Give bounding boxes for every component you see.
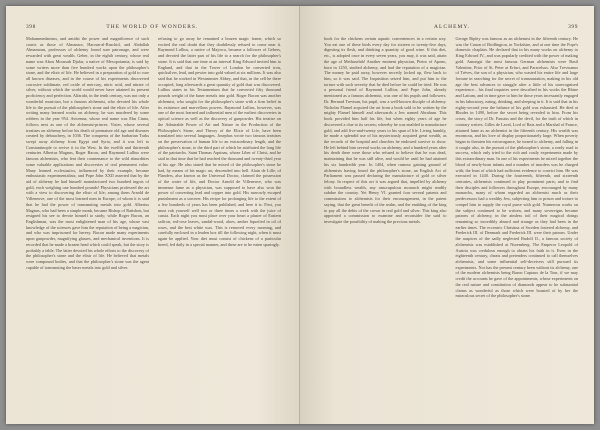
book-spread [6, 6, 594, 424]
left-column-2 [158, 36, 281, 270]
left-column-1-text: Mohammedanism, and amidst the power and magnificence of such courts as those of Almanzor, Haroun-al-Raschid, and Abdallah Almamoun, professors of alchemy found sure patronage, and were rewarded with great wealth. Geber, in the eighth century, whose real name was Abou Moussah Djafar, a native of Mesopotamia, is said by some writers more than five hundred works upon the philosopher's stone, and the elixir of life. He believed in a preparation of gold to cure all known diseases, and in the course of his experiments discovered corrosive sublimate, red oxide of mercury, nitric acid, and nitrate of silver, without which the world would never have attained its present proficiency and perfection. Alfarabi, in the tenth century, was not only a wonderful musician, but a famous alchemist, who devoted his whole life to the pursuit of the philosopher's stone and the elixir of life. After writing many learned works on alchemy, he was murdered by some robbers in the year 954. Avicenna, whose real name was Ebn Cinna, follows next as one of the alchemist-princes. Vizier, whose several treatises on alchemy before his death of premature old age and diseases created by debauchery, in 1036. The conquests of the barbarian Turks swept away alchemy from Egypt and Syria, and it was left to Constantinople to revive it in the West. In the twelfth and thirteenth centuries Albertus Magnus, Roger Bacon, and Raymond Lullius were famous alchemists, who lent their countenance to the wild absurdities some valuable applications and discoveries of real permanent value. Many learned ecclesiastics, influenced by their example, became enthusiastic experimentalists; and Pope John XXII asserted that by the aid of alchemy he had himself manufactured two hundred ingots of gold, each weighing one hundred pounds! Physicians professed the art with a view to discovering the elixir of life; among them Arnold de Villeneuve, one of the most learned men in Europe, of whom it is said that he had the power of transmuting metals into gold. Albertus Magnus, who had been a simple monk, became Bishop of Ratisbon, but resigned his see to devote himself to study; while Roger Bacon, an Englishman, was the most enlightened man of his age, whose vast knowledge of the sciences gave him the reputation of being a magician, and who was imprisoned for heresy. Bacon made many experiments upon gunpowder, magnifying glasses, and mechanical inventions. It is recorded that he made a brazen head which could speak, but the story is probably a fable. The latter devoted his whole efforts to the discovery of the philosopher's stone and the elixir of life. He believed that metals were compound bodies, and that the philosopher's stone was the agent capable of transmuting the baser metals into gold and silver. [26, 36, 149, 270]
left-page-header [26, 24, 281, 30]
left-page-number: 398 [26, 24, 36, 30]
left-column-1 [26, 36, 149, 270]
right-column-1-text: book for the chickens certain aquatic conveniences in a certain way. You eat one of these birds every day for sixteen or twenty-five days, digesting its flesh, and drinking a quantity of good wine. If this diet, etc., is adopted once in every seven years, you may, it was said, attain the age of Methuselah! Another eminent physician, Pietro of Apono, born in 1250, studied alchemy, and had the reputation of a magician. The money he paid away, however secretly locked up, flew back to him, so it was said. The Inquisition seized him, and put him to the torture with such severity that he died before he could be tried. He was a personal friend of Raymond Lullius; and Pope John, already mentioned as a famous alchemist, was one of his pupils and followers. Dr. Bernard Trevisan, his pupil, was a well-known disciple of alchemy. Nicholas Flamel acquired the art from a book sold to be written by the mighty Flamel himself and afterwards a Jew named Abraham. This book provided him half his life, but when eighty years of age he discovered a clue to its secrets; whereby he was enabled to manufacture gold, and add five-and-twenty years to his span of life. Living humbly, he made a splendid use of his mysteriously acquired great wealth, as the records of the hospital and churches he endowed survive to show. He left behind him several works on alchemy; and a hundred years after his death there were those who refused to believe that he was dead, maintaining that he was still alive, and would be until he had attained his six hundredth year. In 1404, when rumour gaining ground of alchemists having found the philosopher's stone, an English Act of Parliament was passed declaring the manufacture of gold or silver felony. In respect of this act it was argued that, impelled by alchemy with boundless wealth, any unscrupulous monarch might readily subdue the country. Yet Henry VI. granted four several patents and commissions to alchemists for their encouragement, in the patent saying, that the great benefit of the realm, and the enabling of the king to pay all the debts of the crown in real gold and silver. This king also appointed a commission to examine and reconsider the said to investigate the possibility of making the precious metals. [324, 36, 447, 224]
left-page-columns [26, 36, 281, 270]
right-column-2 [456, 36, 579, 299]
right-page-header [324, 24, 578, 30]
left-page [6, 6, 300, 424]
right-page [300, 6, 594, 424]
right-page-columns [324, 36, 578, 299]
right-page-number: 399 [568, 24, 578, 30]
left-running-title: THE WORLD OF WONDERS. [106, 24, 199, 30]
left-column-2-text: refusing to go away he remained a brazen magic frame, which so excited the real doubt that they doubtlessly refused to come near it. Raymond Lullius, a native of Majorca, became a follower of Gebers, and devoted the latter part of his life to a search for the philosopher's stone. It is said that one time at an interval King Edward invited him to England, and that in the Tower of London he converted iron, quicksilver, lead, and pewter into gold valued at six millions. It was also said that he worked in Westminster Abbey, and that, in the cell he there occupied, long afterwards a great quantity of gold dust was discovered. Lullius states in his Testamentum that he converted fifty thousand pounds weight of the baser metals into gold. Roger Bacon was another alchemist, who sought for the philosopher's stone with a firm belief in its existence and marvellous powers. Raymond Lullius, however, was one of the most learned and influential men of the earliest discoveries in optical science as well as the discovery of gunpowder. His treatise on the Admirable Power of Art and Nature in the Production of the Philosopher's Stone, and Theory of the Elixir of Life, have been translated into several languages. Josephus wrote two famous treatises on the preservation of human life to an extraordinary length, and the philosopher's stone, to the third part of which he attributed the long life of the patriarchs. Saint Thomas Aquinas, whose Liber of Christ, and he said in that time that he had reached the thousand and twenty-third year of his age. He also stated that he mixed of the philosopher's stone he had, by means of his magic art, descended into hell. Alain de Lille, of Flanders, also known as the Universal Doctor, claimed the possession of the water of life, and Doctor Arnold de Villeneuve, who was immense fame as a physician, was supposed to have also won the power of converting lead and copper into gold. His narrowly escaped punishment as a sorcerer. His recipe for prolonging life to the extent of a few hundreds of years has been published, and here it is: First, you must rub yourself well two or three times a week with the juice of cassia. Each night you must place over your heart a plaster of Eastern saffron, red-rose leaves, sandal-wood, aloes, amber liquefied in oil of roses, and the best white wax. This is removed every morning, and carefully enclosed in a leaden box till the following night, when it must again be applied. Your diet must consist of chickens of a particular breed, fed daily in a special manner, and these are to be eaten sparingly. [158, 36, 281, 247]
right-column-2-text: George Ripley was famous as an alchemist in the fifteenth century. He was the Canon of Bridlington, in Yorkshire, and at one time the Pope's domestic chaplain. He declared that in his many works on alchemy to King Edward IV., and was popularly credited with the power of making gold. Amongst the most famous German alchemists were Basil Valentine, Prior of St. Peter at Erfurt, and Paracelsus. Also Trevisanus of Trèves, the son of a physician, who wasted his entire life and large fortune in searching for the secret of transmutation, making in his old age the best advances to struggle after a little of his unrecognised experience... his final inquiries were described in his works the Rhine and Latium, and in time gave to him be those years incessantly engaged in his laboratory, eating, drinking, and sleeping in it. It is said that in his eighty-second year the balance of his gold was exhausted. He died at Rhodes in 1490, before the secret being revealed to him. From his crises, the story of Dr. Faustus and the devil, for the truth of which in contrary writers. Gilles de Laval, Lord of Raiz and a Marshal of France, attained fame as an alchemist in the fifteenth century. His wealth was enormous, and his love of display proportionately large. When poverty began to threaten his extravagance, he turned to alchemy, and falling in it sought also, in the pursuit of the philosopher's stone, a ready road to success, which only tried to the rich and costly experiments made by this extraordinary man. In one of his experiments he mixed together the blood of newly-born infants and a number of murders was he charged with; the least of which had sufficient evidence to convict him. He was executed in 1440. During the fourteenth, fifteenth, and sixteenth centuries, alchemists continued to play prominent parts; and to find their disciples and followers throughout Europe, encouraged by many monarchs, many of whom regarded an alchemist much as their predecessors had a wealthy Jew, subjecting him to prison and torture to compel him to supply the royal purse with gold. Numerous works on the subject continued to be written, and many sovereigns became patrons of alchemy, in the aimless toil of their magical doings remaining so incredibly absurd and strange as they had been in the earlier times. The eccentric Christina of Sweden fostered alchemy, and Frederick III. of Denmark and Frederick III. were their patrons. Under the auspices of the sadly neglected Rudolf II., a famous society of alchemists was established at Nuremberg. The Emperor Leopold of Austria was credulous enough to obtain his faith in it. Even in the eighteenth century, cheats and pretenders continued to call themselves alchemists, and some influential self-deceivers still pursued its experiments. Nor has the present century been without its alchemy, one of the modern alchemists being Baron Captaux de la Tour, if we may credit the accounts he gave of the appointments, whose experiments on the real nature and constitution of diamonds appear to be substantial claims as wonderful as those which were boasted of by her the miraculous secret of the philosopher's stone. [455, 36, 578, 299]
right-column-1 [324, 36, 447, 299]
right-running-title: ALCHEMY. [434, 24, 471, 30]
